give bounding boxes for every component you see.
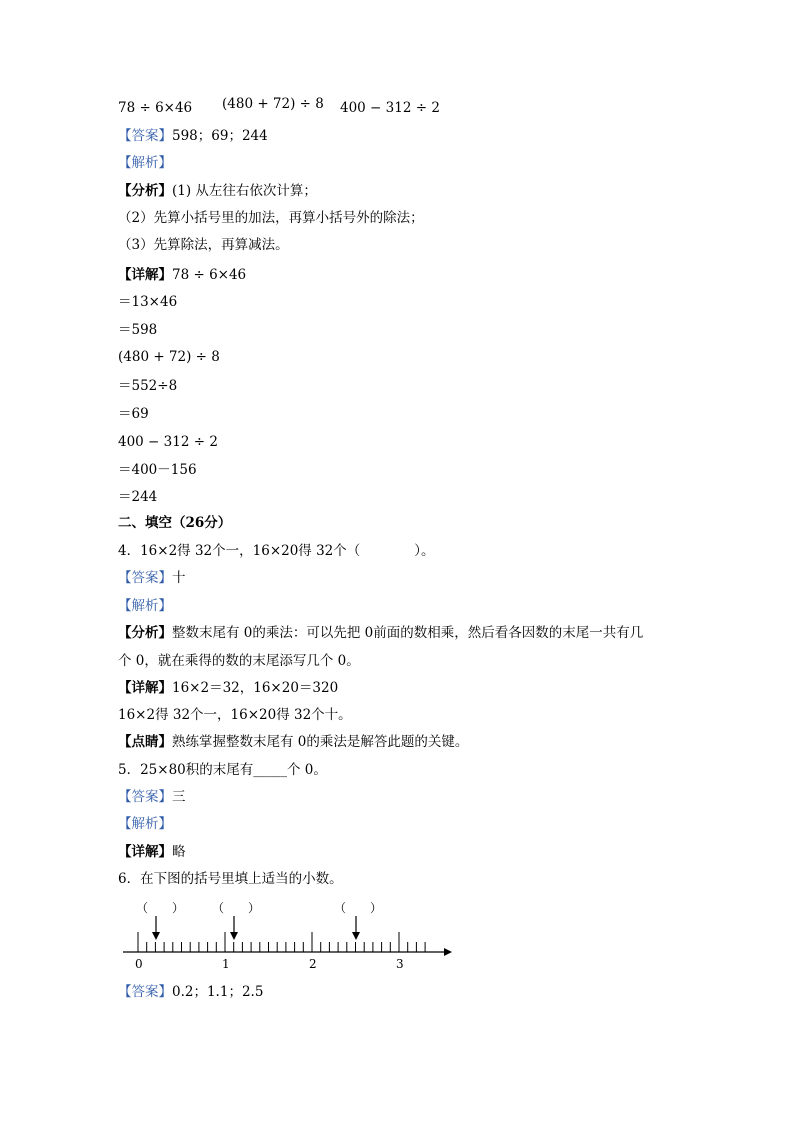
q4-detail-cont: 16×2得 32个一，16×20得 32个十。	[118, 707, 352, 723]
detail-text: 略	[172, 844, 186, 860]
answer-tag: 【答案】	[118, 789, 172, 805]
analysis-tag: 【解析】	[118, 598, 172, 614]
answer-tag: 【答案】	[118, 570, 172, 586]
bracket-2: （ ）	[212, 901, 261, 915]
q5-question: 5．25×80积的末尾有_____个 0。	[118, 762, 327, 778]
answer-text: 0.2；1.1；2.5	[172, 984, 264, 1000]
detail-tag: 【详解】	[118, 267, 172, 283]
step: (480 + 72) ÷ 8	[118, 349, 220, 365]
expression-3: 400 − 312 ÷ 2	[340, 100, 440, 116]
tick-label-2: 2	[309, 957, 317, 971]
q5-answer	[118, 788, 186, 806]
step: 400 − 312 ÷ 2	[118, 434, 218, 450]
arrow	[352, 916, 360, 940]
expression-1: 78 ÷ 6×46	[118, 100, 193, 116]
detail-tag: 【详解】	[118, 680, 172, 696]
step: ＝244	[118, 489, 158, 505]
q4-fenxi-cont: 个 0，就在乘得的数的末尾添写几个 0。	[118, 653, 360, 669]
tick-label-3: 3	[396, 957, 404, 971]
fenxi-text: (1) 从左往右依次计算；	[172, 183, 317, 199]
answer-text: 598；69；244	[172, 128, 268, 144]
detail-tag: 【详解】	[118, 844, 172, 860]
step: ＝13×46	[118, 294, 178, 310]
q3-fenxi-3: （3）先算除法，再算减法。	[118, 237, 289, 253]
fenxi-text: 整数末尾有 0的乘法：可以先把 0前面的数相乘，然后看各因数的末尾一共有几	[172, 625, 644, 641]
bracket-1: （ ）	[136, 901, 185, 915]
arrow	[152, 916, 160, 940]
step: ＝552÷8	[118, 378, 178, 394]
fenxi-tag: 【分析】	[118, 183, 172, 199]
answer-text: 十	[172, 570, 186, 586]
answer-tag: 【答案】	[118, 984, 172, 1000]
q4-answer	[118, 569, 186, 587]
ticks	[138, 932, 425, 952]
step: ＝400－156	[118, 462, 197, 478]
tick-label-0: 0	[135, 957, 143, 971]
q3-fenxi-1	[118, 182, 317, 200]
q3-detail	[118, 266, 246, 284]
step: ＝69	[118, 406, 149, 422]
q6-question: 6．在下图的括号里填上适当的小数。	[118, 871, 343, 887]
expression-row	[118, 99, 192, 117]
arrow	[230, 916, 238, 940]
detail-text: 16×2＝32，16×20＝320	[172, 680, 339, 696]
q5-detail	[118, 843, 186, 861]
bracket-3: （ ）	[334, 901, 383, 915]
q4-question: 4．16×2得 32个一，16×20得 32个（ ）。	[118, 543, 435, 559]
number-line-figure	[118, 892, 458, 972]
q3-answer	[118, 127, 268, 145]
q4-fenxi	[118, 624, 643, 642]
analysis-tag: 【解析】	[118, 155, 172, 171]
axis-arrowhead	[444, 948, 452, 956]
fenxi-tag: 【分析】	[118, 625, 172, 641]
section-title: 二、填空（26分）	[118, 515, 232, 531]
q6-answer	[118, 983, 263, 1001]
dianjing-text: 熟练掌握整数末尾有 0的乘法是解答此题的关键。	[172, 734, 469, 750]
answer-text: 三	[172, 789, 186, 805]
expression-2: (480 + 72) ÷ 8	[222, 96, 324, 112]
detail-expression: 78 ÷ 6×46	[172, 267, 247, 283]
analysis-tag: 【解析】	[118, 816, 172, 832]
answer-tag: 【答案】	[118, 128, 172, 144]
q4-detail	[118, 679, 338, 697]
step: ＝598	[118, 322, 158, 338]
tick-label-1: 1	[222, 957, 230, 971]
q3-fenxi-2: （2）先算小括号里的加法，再算小括号外的除法；	[118, 210, 424, 226]
q4-dianjing	[118, 733, 468, 751]
dianjing-tag: 【点睛】	[118, 734, 172, 750]
